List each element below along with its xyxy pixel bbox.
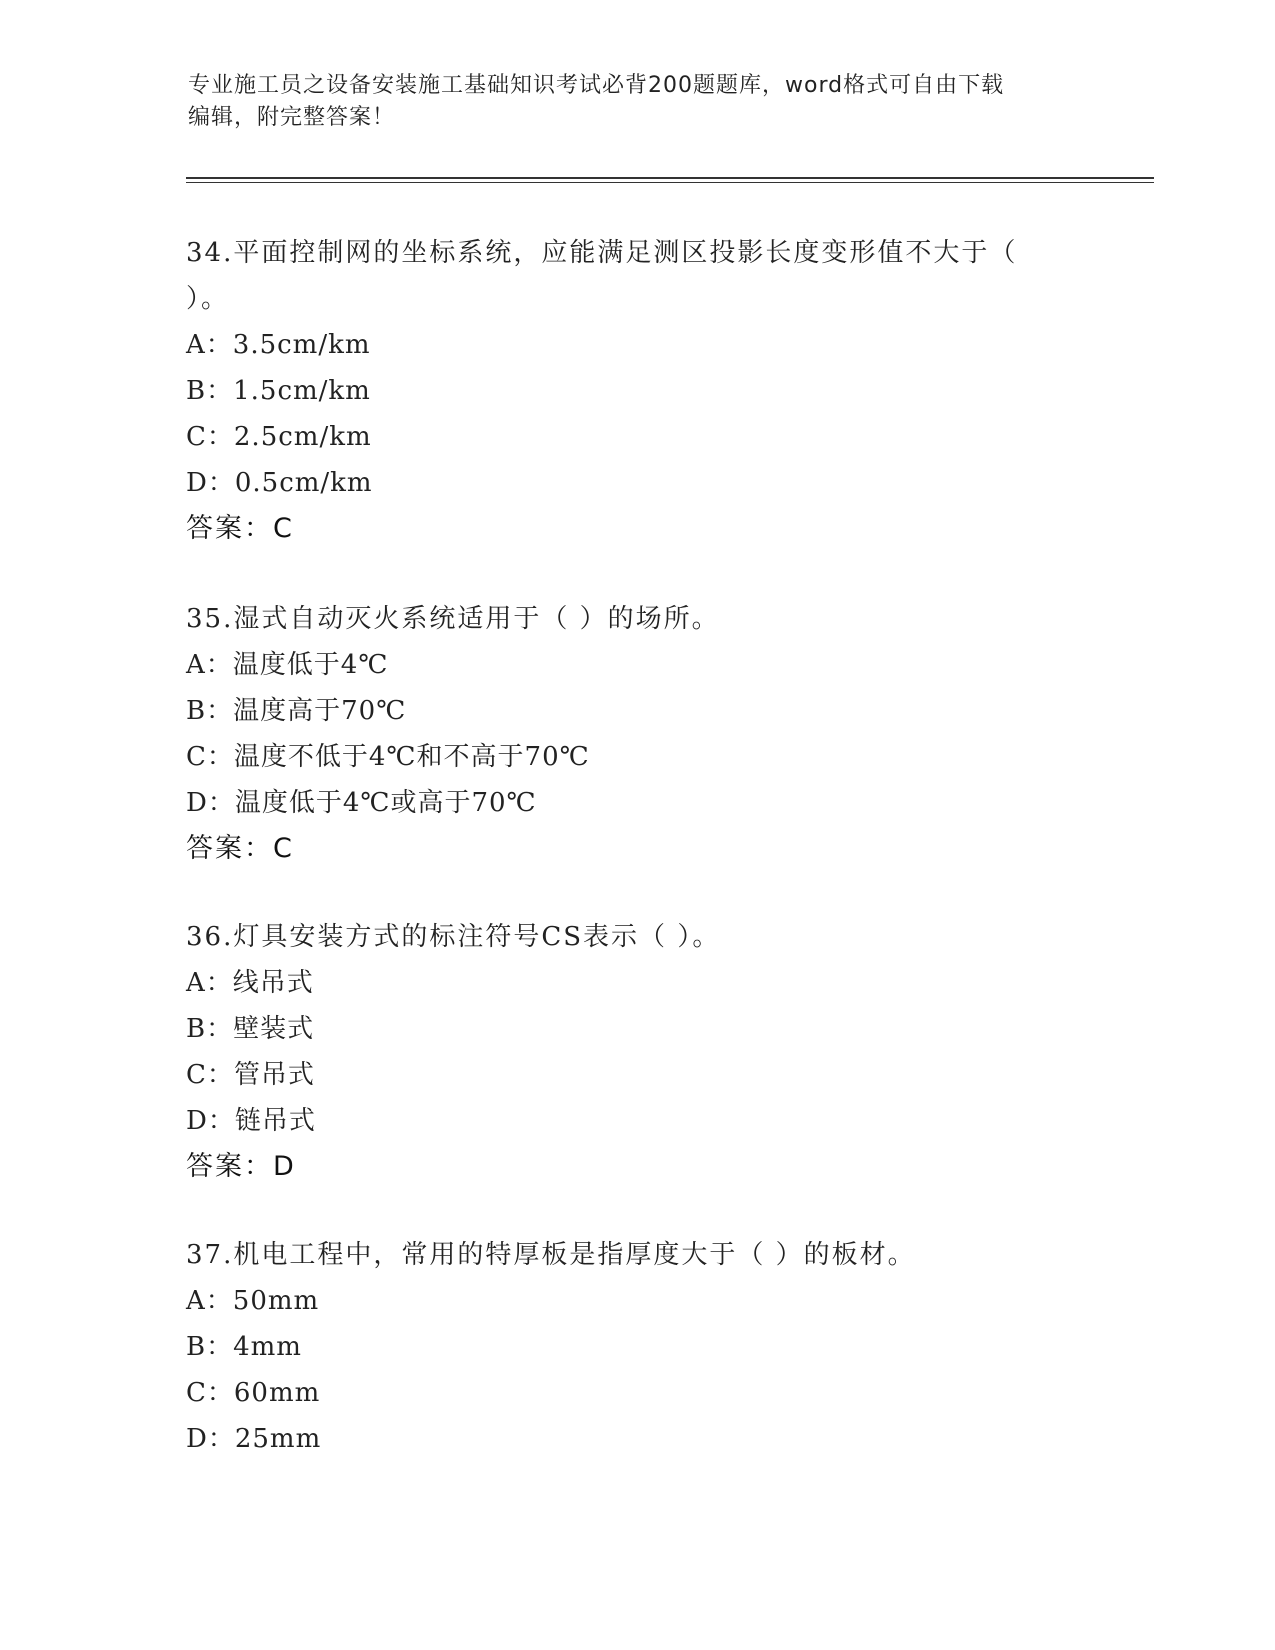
question-34 (186, 230, 1026, 552)
question-stem: 37.机电工程中，常用的特厚板是指厚度大于（ ）的板材。 (186, 1240, 916, 1270)
header-divider-thick (186, 177, 1154, 179)
option-d: D：温度低于4℃或高于70℃ (186, 788, 537, 818)
option-a: A：50mm (186, 1286, 320, 1316)
question-stem: 36.灯具安装方式的标注符号CS表示（ ）。 (186, 922, 721, 952)
question-stem: 34.平面控制网的坐标系统，应能满足测区投影长度变形值不大于（ ）。 (186, 238, 1018, 314)
answer: 答案：D (186, 1151, 296, 1182)
option-b: B：1.5cm/km (186, 376, 371, 406)
option-b: B：温度高于70℃ (186, 696, 407, 726)
question-35 (186, 596, 1086, 872)
header-title-line1: 专业施工员之设备安装施工基础知识考试必背200题题库，word格式可自由下载 (188, 73, 1005, 98)
option-c: C：60mm (186, 1378, 321, 1408)
option-a: A：线吊式 (186, 968, 314, 998)
answer: 答案：C (186, 513, 294, 544)
option-a: A：温度低于4℃ (186, 650, 389, 680)
question-36 (186, 914, 1086, 1190)
option-b: B：4mm (186, 1332, 302, 1362)
option-d: D：链吊式 (186, 1106, 316, 1136)
document-header (188, 70, 1088, 134)
option-d: D：25mm (186, 1424, 322, 1454)
answer: 答案：C (186, 833, 294, 864)
option-c: C：温度不低于4℃和不高于70℃ (186, 742, 590, 772)
option-b: B：壁装式 (186, 1014, 315, 1044)
option-a: A：3.5cm/km (186, 330, 371, 360)
header-divider-thin (186, 182, 1154, 183)
option-c: C：2.5cm/km (186, 422, 372, 452)
option-d: D：0.5cm/km (186, 468, 373, 498)
question-stem: 35.湿式自动灭火系统适用于（ ）的场所。 (186, 604, 720, 634)
option-c: C：管吊式 (186, 1060, 315, 1090)
header-title-line2: 编辑，附完整答案！ (188, 105, 396, 130)
question-37 (186, 1232, 1086, 1462)
